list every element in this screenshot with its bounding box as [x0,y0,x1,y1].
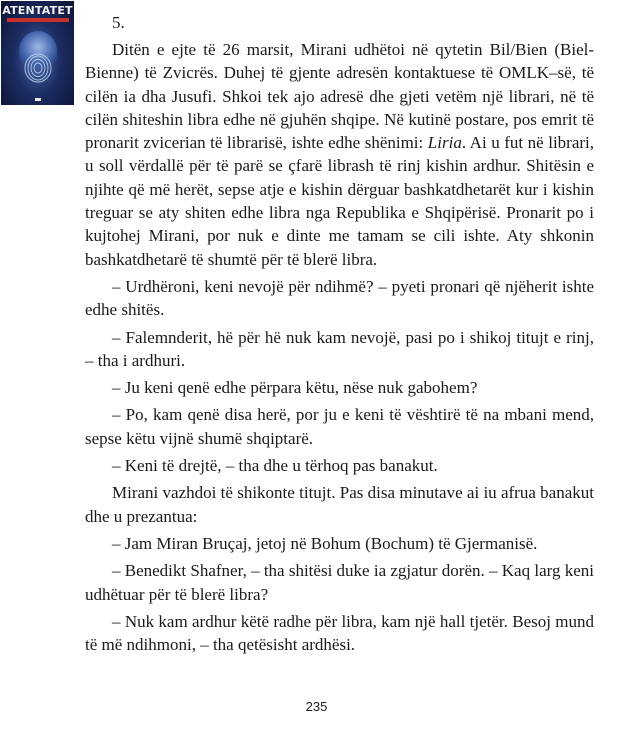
cover-logo-mark [35,98,41,101]
book-cover-thumbnail [1,1,74,105]
dialogue-line: – Urdhëroni, keni nevojë për ndihmë? – pyeti pronari që njëherit ishte edhe shitës. [85,276,594,320]
dialogue-line: – Falemnderit, hë për hë nuk kam nevojë, pasi po i shikoj titujt e rinj, – tha i ardhuri. [85,327,594,370]
dialogue-line: – Po, kam qenë disa herë, por ju e keni të vështirë të na mbani mend, sepse këtu vijnë shumë shqiptarë. [85,405,594,448]
dialogue-line: – Nuk kam ardhur këtë radhe për libra, kam një hall tjetër. Besoj mund të më ndihmoni, – tha qetësisht ardhësi. [85,611,594,655]
dialogue-line: – Ju keni qenë edhe përpara këtu, nëse nuk gabohem? [112,378,478,398]
paragraph-intro-start: Ditën e ejte të 26 marsit, Mirani udhëtoi në qytetin Bil/Bien (Biel-Bienne) të Zvicrës. Duhej të gjente adresën kontaktuese të OMLK–së, të cilën ia dha Jusufi. Shkoi tek ajo adresë dhe gjeti vetëm një librari, në të cilën shiteshin libra edhe në gjuhën shqipe. Në kutinë postare, pos emrit të pronarit zvicerian të librarisë, ishte edhe shënimi: [85,40,594,153]
book-cover-subtitle-strip [7,18,69,22]
dialogue-line: – Keni të drejtë, – tha dhe u tërhoq pas banakut. [112,456,438,476]
paragraph-narration: Mirani vazhdoi të shikonte titujt. Pas disa minutave ai iu afrua banakut dhe u prezantua: [85,483,594,526]
dialogue-line: – Benedikt Shafner, – tha shitësi duke ia zgjatur dorën. – Kaq larg keni udhëtuar për të blerë libra? [85,561,594,604]
book-cover-title: ATENTATET [2,4,73,17]
paragraph-intro [85,38,594,271]
body-text [85,38,594,656]
page-number: 235 [305,699,328,714]
paragraph-intro-end: . Ai u fut në librari, u soll vërdallë për të parë se çfarë librash të rinj kishin ardhur. Shitësin e njihte që më herët, sepse atje e kishin dërguar bashkatdhetarët kur i kishin treguar se aty shiten edhe libra nga Republika e Shqipërisë. Pronarit po i kujtohej Mirani, por nuk e dinte me tamam se cili ishte. Aty shkonin bashkatdhetarë të shumtë për të blerë libra. [85,133,595,269]
dialogue-line: – Jam Miran Bruçaj, jetoj në Bohum (Bochum) të Gjermanisë. [112,533,538,553]
fingerprint-icon [23,53,53,83]
emphasized-word: Liria [427,133,462,153]
chapter-number: 5. [112,13,125,32]
